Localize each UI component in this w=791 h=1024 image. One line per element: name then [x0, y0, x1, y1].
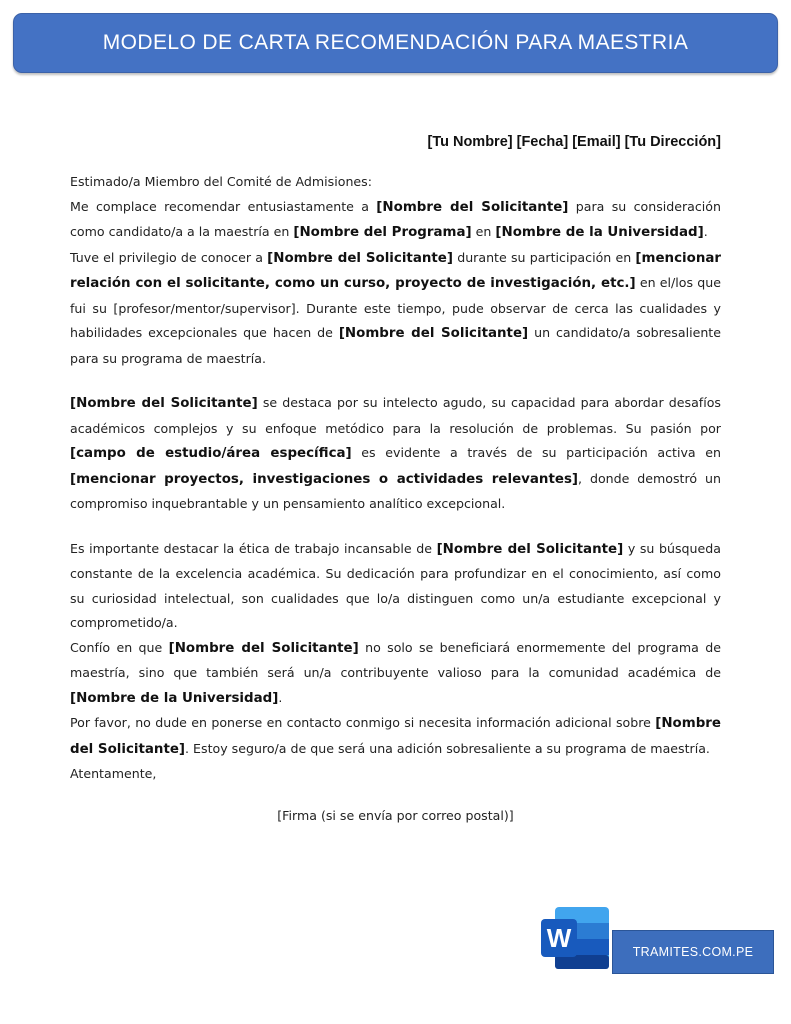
placeholder: [Nombre del Solicitante]	[436, 541, 624, 557]
placeholder: [Nombre del Solicitante]	[338, 326, 529, 341]
placeholder: [campo de estudio/área específica]	[70, 446, 352, 461]
brand-label	[612, 930, 774, 974]
signature-line: [Firma (si se envía por correo postal)]	[277, 808, 514, 823]
paragraph-relationship: Tuve el privilegio de conocer a [Nombre del Solicitante] durante su participación en [mencionar relación con el solicitante, como un curso, proyecto de investigación, etc.] en el/los que fui su [profesor/mentor/supervisor]. Durante este tiempo, pude observar de cerca las cualidades y habilidades excepcionales que hacen de [Nombre del Solicitante] un candidato/a sobresaliente para su programa de maestría.	[70, 249, 721, 366]
word-document-icon	[539, 905, 611, 971]
title-banner	[13, 13, 778, 73]
placeholder: [Nombre del Solicitante]	[267, 250, 453, 266]
document-title: MODELO DE CARTA RECOMENDACIÓN PARA MAESTRIA	[102, 31, 689, 54]
paragraph-intro: Me complace recomendar entusiastamente a [Nombre del Solicitante] para su consideración como candidato/a a la maestría en [Nombre del Programa] en [Nombre de la Universidad].	[70, 198, 721, 240]
placeholder: [Nombre de la Universidad]	[70, 690, 279, 706]
letter-body	[70, 170, 721, 787]
placeholder: [Nombre del Solicitante]	[376, 199, 569, 215]
paragraph-qualities: [Nombre del Solicitante] se destaca por su intelecto agudo, su capacidad para abordar desafíos académicos complejos y su enfoque metódico para la resolución de problemas. Su pasión por [campo de estudio/área específica] es evidente a través de su participación activa en [mencionar proyectos, investigaciones o actividades relevantes], donde demostró un compromiso inquebrantable y un pensamiento analítico excepcional.	[70, 395, 721, 511]
placeholder: [Nombre de la Universidad]	[495, 225, 704, 240]
sender-header: [Tu Nombre] [Fecha] [Email] [Tu Dirección]	[427, 134, 721, 150]
placeholder: [Nombre del Solicitante]	[168, 640, 359, 656]
word-band-3	[555, 955, 609, 969]
paragraph-contribution: Confío en que [Nombre del Solicitante] no solo se beneficiará enormemente del programa de maestría, sino que también será un/a contribuyente valioso para la comunidad académica de [Nombre de la Universidad].	[70, 639, 721, 706]
paragraph-work-ethic: Es importante destacar la ética de trabajo incansable de [Nombre del Solicitante] y su búsqueda constante de la excelencia académica. Su dedicación para profundizar en el conocimiento, así como su curiosidad intelectual, son cualidades que lo/a distinguen como un/a estudiante excepcional y comprometido/a.	[70, 540, 721, 630]
placeholder: [mencionar relación con el solicitante, como un curso, proyecto de investigación, etc.]	[70, 250, 721, 291]
placeholder: [Nombre del Programa]	[293, 225, 472, 240]
placeholder: [Nombre del Solicitante]	[70, 716, 721, 757]
paragraph-contact: Por favor, no dude en ponerse en contacto conmigo si necesita información adicional sobre [Nombre del Solicitante]. Estoy seguro/a de que será una adición sobresaliente a su programa de maestría.	[70, 715, 721, 757]
word-letter: W	[546, 923, 572, 953]
placeholder: [Nombre del Solicitante]	[70, 396, 258, 411]
brand-text: TRAMITES.COM.PE	[632, 945, 754, 959]
closing: Atentamente,	[70, 766, 157, 781]
placeholder: [mencionar proyectos, investigaciones o actividades relevantes]	[70, 471, 579, 487]
greeting: Estimado/a Miembro del Comité de Admisiones:	[70, 174, 372, 189]
